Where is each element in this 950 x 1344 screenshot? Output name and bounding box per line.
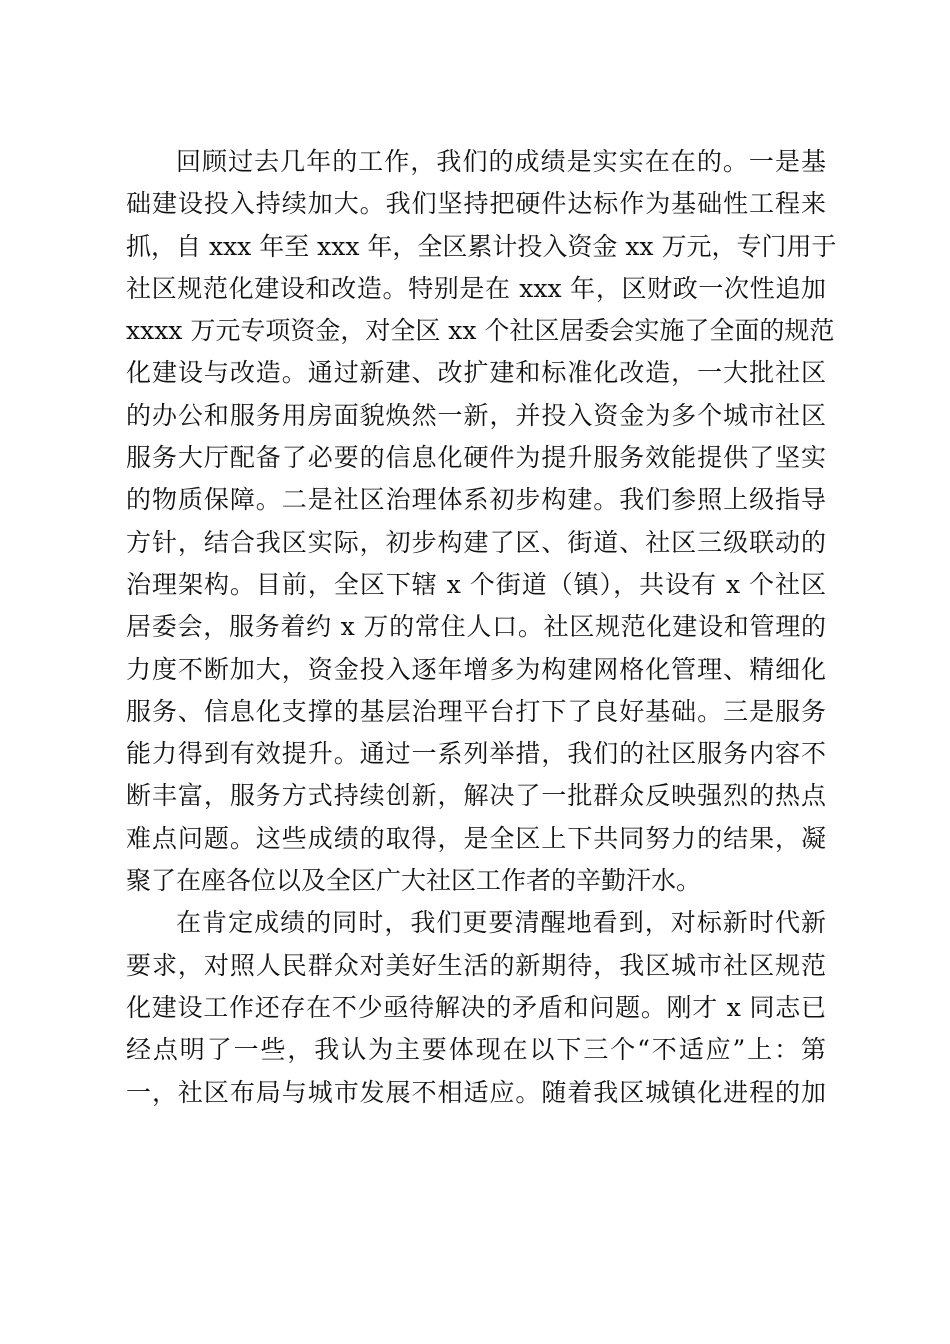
text-line: 化建设与改造。通过新建、改扩建和标准化改造，一大批社区 [126, 358, 826, 388]
document-body [126, 141, 837, 1114]
paragraph-problems [126, 902, 826, 1113]
text-line: 治理架构。目前，全区下辖 x 个街道（镇），共设有 x 个社区 [126, 569, 826, 599]
text-line: 断丰富，服务方式持续创新，解决了一批群众反映强烈的热点 [126, 781, 826, 811]
text-line: 的物质保障。二是社区治理体系初步构建。我们参照上级指导 [126, 485, 826, 515]
text-line: 能力得到有效提升。通过一系列举措，我们的社区服务内容不 [126, 739, 826, 769]
text-line: 服务大厅配备了必要的信息化硬件为提升服务效能提供了坚实 [126, 443, 826, 473]
text-line: 要求，对照人民群众对美好生活的新期待，我区城市社区规范 [126, 950, 826, 980]
text-line: 社区规范化建设和改造。特别是在 xxx 年，区财政一次性追加 [126, 273, 826, 303]
text-line: xxxx 万元专项资金，对全区 xx 个社区居委会实施了全面的规范 [126, 316, 835, 346]
text-line: 经点明了一些，我认为主要体现在以下三个“不适应”上：第 [126, 1035, 826, 1065]
text-line: 抓，自 xxx 年至 xxx 年，全区累计投入资金 xx 万元，专门用于 [126, 231, 837, 261]
text-line: 的办公和服务用房面貌焕然一新，并投入资金为多个城市社区 [126, 400, 826, 430]
text-line: 力度不断加大，资金投入逐年增多为构建网格化管理、精细化 [126, 654, 826, 684]
text-line: 础建设投入持续加大。我们坚持把硬件达标作为基础性工程来 [126, 189, 826, 219]
text-line: 方针，结合我区实际，初步构建了区、街道、社区三级联动的 [126, 527, 826, 557]
text-line: 化建设工作还存在不少亟待解决的矛盾和问题。刚才 x 同志已 [126, 992, 826, 1022]
text-line: 在肯定成绩的同时，我们更要清醒地看到，对标新时代新 [176, 908, 826, 938]
text-line: 居委会，服务着约 x 万的常住人口。社区规范化建设和管理的 [126, 612, 826, 642]
text-line: 服务、信息化支撑的基层治理平台打下了良好基础。三是服务 [126, 696, 826, 726]
paragraph-achievements [126, 141, 837, 902]
text-line: 难点问题。这些成绩的取得，是全区上下共同努力的结果，凝 [126, 823, 826, 853]
text-line: 一，社区布局与城市发展不相适应。随着我区城镇化进程的加 [126, 1077, 826, 1107]
text-line: 回顾过去几年的工作，我们的成绩是实实在在的。一是基 [176, 147, 826, 176]
text-line: 聚了在座各位以及全区广大社区工作者的辛勤汗水。 [126, 866, 702, 896]
